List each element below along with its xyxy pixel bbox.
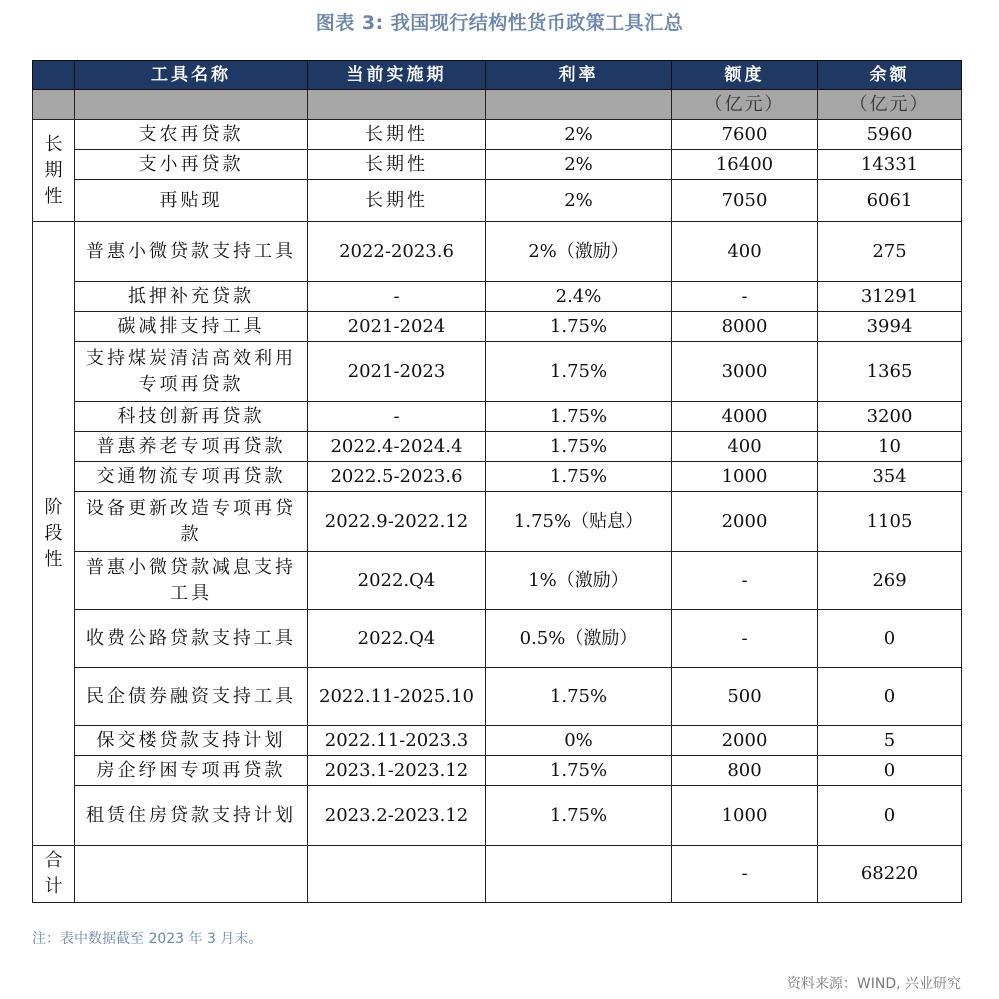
total-rate-blank (486, 846, 672, 903)
period-cell: 2022.11-2025.10 (308, 668, 486, 726)
table-row (33, 402, 962, 432)
figure-title: 图表 3: 我国现行结构性货币政策工具汇总 (315, 12, 684, 34)
group-long (33, 120, 75, 222)
footnote: 注：表中数据截至 2023 年 3 月末。 (32, 931, 263, 947)
group-stage-label: 阶段性 (44, 496, 63, 570)
table-row (33, 120, 962, 150)
tool-name: 支持煤炭清洁高效利用专项再贷款 (75, 342, 308, 402)
tool-name: 普惠养老专项再贷款 (75, 432, 308, 462)
period-cell: 长期性 (308, 120, 486, 150)
balance-cell: 6061 (818, 180, 962, 222)
total-period-blank (308, 846, 486, 903)
tool-name: 民企债券融资支持工具 (75, 668, 308, 726)
balance-cell: 275 (818, 222, 962, 282)
rate-cell: 1.75% (486, 668, 672, 726)
rate-cell: 1.75% (486, 342, 672, 402)
quota-cell: 1000 (672, 462, 818, 492)
quota-cell: 7600 (672, 120, 818, 150)
rate-cell: 2% (486, 150, 672, 180)
unit-name-blank (75, 90, 308, 120)
tool-name: 普惠小微贷款支持工具 (75, 222, 308, 282)
table-row (33, 282, 962, 312)
unit-period-blank (308, 90, 486, 120)
balance-cell: 1105 (818, 492, 962, 552)
rate-cell: 1%（激励） (486, 552, 672, 610)
group-total-label: 合计 (44, 850, 63, 897)
period-cell: 2023.2-2023.12 (308, 786, 486, 846)
header-period: 当前实施期 (308, 61, 486, 90)
source-credit: 资料来源：WIND, 兴业研究 (786, 976, 961, 992)
header-rate: 利率 (486, 61, 672, 90)
unit-row (33, 90, 962, 120)
quota-cell: 2000 (672, 492, 818, 552)
table-row (33, 222, 962, 282)
group-long-label: 长期性 (44, 133, 63, 207)
balance-cell: 269 (818, 552, 962, 610)
table-row (33, 786, 962, 846)
balance-cell: 3200 (818, 402, 962, 432)
quota-unit: （亿元） (672, 90, 818, 120)
period-cell: - (308, 282, 486, 312)
rate-cell: 1.75%（贴息） (486, 492, 672, 552)
table-row (33, 432, 962, 462)
tool-name: 抵押补充贷款 (75, 282, 308, 312)
table-row (33, 312, 962, 342)
quota-cell: 16400 (672, 150, 818, 180)
balance-unit: （亿元） (818, 90, 962, 120)
quota-cell: - (672, 552, 818, 610)
tool-name: 支小再贷款 (75, 150, 308, 180)
rate-cell: 0.5%（激励） (486, 610, 672, 668)
tool-name: 设备更新改造专项再贷款 (75, 492, 308, 552)
table-row (33, 726, 962, 756)
balance-cell: 3994 (818, 312, 962, 342)
balance-cell: 5 (818, 726, 962, 756)
table-row (33, 552, 962, 610)
header-corner (33, 61, 75, 90)
balance-cell: 0 (818, 668, 962, 726)
balance-cell: 1365 (818, 342, 962, 402)
tool-name: 房企纾困专项再贷款 (75, 756, 308, 786)
unit-rate-blank (486, 90, 672, 120)
tool-name: 交通物流专项再贷款 (75, 462, 308, 492)
balance-cell: 14331 (818, 150, 962, 180)
tool-name: 再贴现 (75, 180, 308, 222)
period-cell: 2023.1-2023.12 (308, 756, 486, 786)
rate-cell: 1.75% (486, 462, 672, 492)
period-cell: 长期性 (308, 180, 486, 222)
group-total (33, 846, 75, 903)
quota-cell: 4000 (672, 402, 818, 432)
rate-cell: 1.75% (486, 786, 672, 846)
balance-cell: 31291 (818, 282, 962, 312)
period-cell: 2021-2024 (308, 312, 486, 342)
quota-cell: 8000 (672, 312, 818, 342)
balance-cell: 5960 (818, 120, 962, 150)
total-quota: - (672, 846, 818, 903)
tool-name: 支农再贷款 (75, 120, 308, 150)
balance-cell: 0 (818, 756, 962, 786)
period-cell: 2022-2023.6 (308, 222, 486, 282)
rate-cell: 2% (486, 120, 672, 150)
quota-cell: 3000 (672, 342, 818, 402)
quota-cell: 400 (672, 432, 818, 462)
tool-name: 碳减排支持工具 (75, 312, 308, 342)
total-row (33, 846, 962, 903)
table-row (33, 180, 962, 222)
total-balance: 68220 (818, 846, 962, 903)
table-row (33, 462, 962, 492)
rate-cell: 0% (486, 726, 672, 756)
balance-cell: 0 (818, 786, 962, 846)
rate-cell: 1.75% (486, 756, 672, 786)
table-row (33, 342, 962, 402)
rate-cell: 2%（激励） (486, 222, 672, 282)
period-cell: 长期性 (308, 150, 486, 180)
group-stage (33, 222, 75, 846)
tool-name: 保交楼贷款支持计划 (75, 726, 308, 756)
balance-cell: 354 (818, 462, 962, 492)
period-cell: - (308, 402, 486, 432)
header-quota: 额度 (672, 61, 818, 90)
period-cell: 2022.9-2022.12 (308, 492, 486, 552)
rate-cell: 1.75% (486, 402, 672, 432)
table-row (33, 492, 962, 552)
quota-cell: 2000 (672, 726, 818, 756)
balance-cell: 10 (818, 432, 962, 462)
header-balance: 余额 (818, 61, 962, 90)
tool-name: 租赁住房贷款支持计划 (75, 786, 308, 846)
table-row (33, 756, 962, 786)
rate-cell: 2% (486, 180, 672, 222)
total-name-blank (75, 846, 308, 903)
period-cell: 2022.5-2023.6 (308, 462, 486, 492)
period-cell: 2022.4-2024.4 (308, 432, 486, 462)
period-cell: 2021-2023 (308, 342, 486, 402)
period-cell: 2022.Q4 (308, 610, 486, 668)
policy-tools-table (32, 60, 962, 903)
quota-cell: 800 (672, 756, 818, 786)
quota-cell: 1000 (672, 786, 818, 846)
balance-cell: 0 (818, 610, 962, 668)
quota-cell: - (672, 282, 818, 312)
header-name: 工具名称 (75, 61, 308, 90)
table-row (33, 150, 962, 180)
rate-cell: 2.4% (486, 282, 672, 312)
rate-cell: 1.75% (486, 432, 672, 462)
unit-corner (33, 90, 75, 120)
table-header-row (33, 61, 962, 90)
tool-name: 普惠小微贷款减息支持工具 (75, 552, 308, 610)
table-row (33, 610, 962, 668)
quota-cell: 400 (672, 222, 818, 282)
tool-name: 科技创新再贷款 (75, 402, 308, 432)
quota-cell: 500 (672, 668, 818, 726)
quota-cell: - (672, 610, 818, 668)
table-row (33, 668, 962, 726)
period-cell: 2022.11-2023.3 (308, 726, 486, 756)
period-cell: 2022.Q4 (308, 552, 486, 610)
rate-cell: 1.75% (486, 312, 672, 342)
quota-cell: 7050 (672, 180, 818, 222)
tool-name: 收费公路贷款支持工具 (75, 610, 308, 668)
